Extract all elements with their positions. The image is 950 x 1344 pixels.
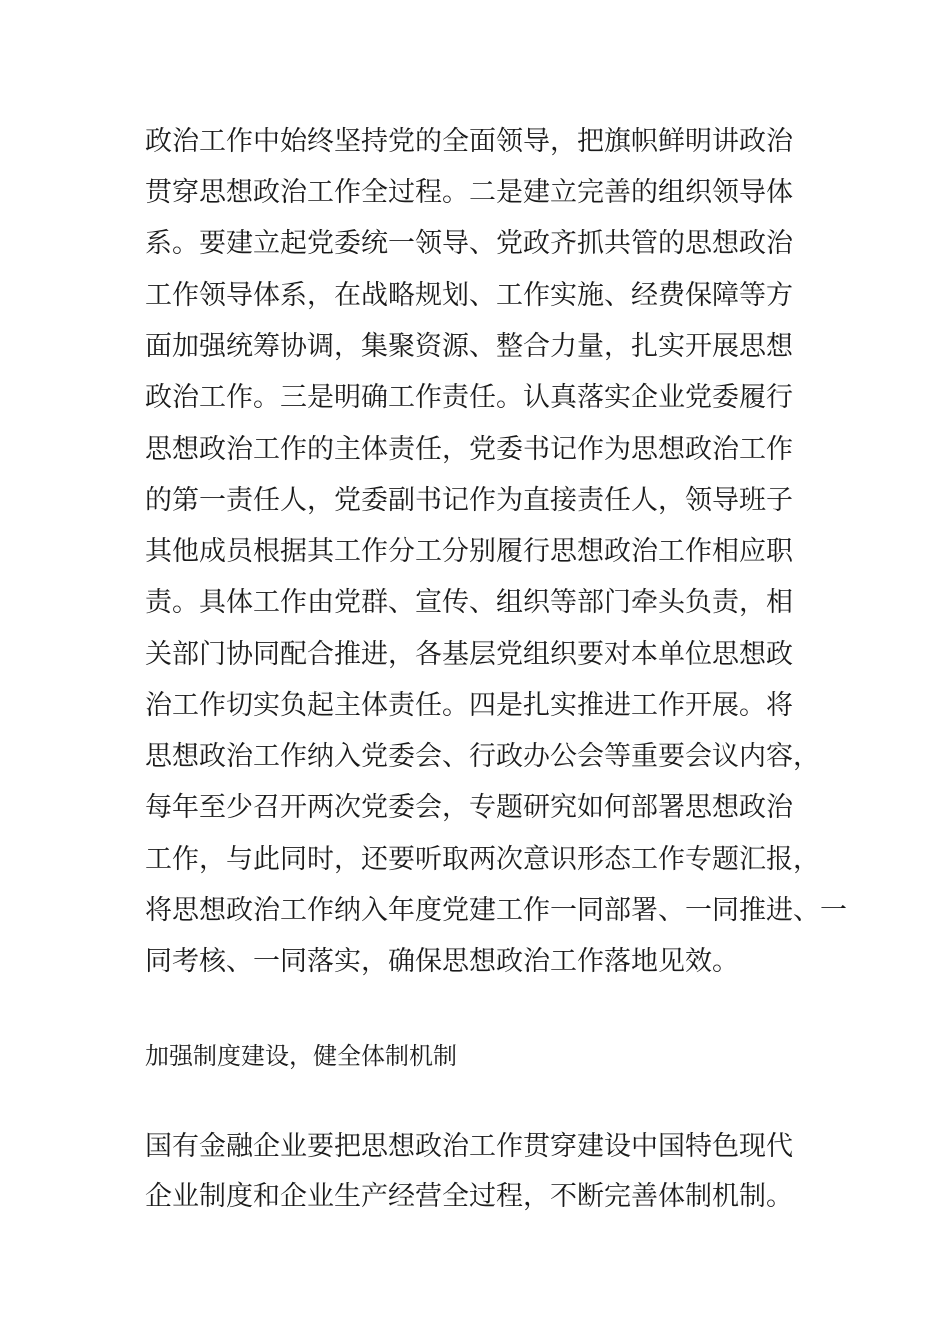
text-line: 贯穿思想政治工作全过程。二是建立完善的组织领导体	[145, 177, 793, 208]
section-heading: 加强制度建设，健全体制机制	[145, 1042, 457, 1070]
text-line: 将思想政治工作纳入年度党建工作一同部署、一同推进、一	[145, 895, 847, 926]
text-line: 政治工作中始终坚持党的全面领导，把旗帜鲜明讲政治	[145, 126, 793, 157]
text-line: 工作领导体系，在战略规划、工作实施、经费保障等方	[145, 280, 793, 311]
text-line: 同考核、一同落实，确保思想政治工作落地见效。	[145, 946, 739, 977]
text-line: 其他成员根据其工作分工分别履行思想政治工作相应职	[145, 536, 793, 567]
text-line: 的第一责任人，党委副书记作为直接责任人，领导班子	[145, 485, 793, 516]
text-line: 企业制度和企业生产经营全过程，不断完善体制机制。	[145, 1181, 793, 1212]
text-line: 政治工作。三是明确工作责任。认真落实企业党委履行	[145, 382, 793, 413]
text-line: 国有金融企业要把思想政治工作贯穿建设中国特色现代	[145, 1131, 793, 1162]
text-line: 面加强统筹协调，集聚资源、整合力量，扎实开展思想	[145, 331, 793, 362]
text-line: 关部门协同配合推进，各基层党组织要对本单位思想政	[145, 639, 793, 670]
text-line: 责。具体工作由党群、宣传、组织等部门牵头负责，相	[145, 587, 793, 618]
text-line: 治工作切实负起主体责任。四是扎实推进工作开展。将	[145, 690, 793, 721]
text-line: 思想政治工作纳入党委会、行政办公会等重要会议内容，	[145, 741, 820, 772]
text-line: 思想政治工作的主体责任，党委书记作为思想政治工作	[145, 434, 793, 465]
text-line: 系。要建立起党委统一领导、党政齐抓共管的思想政治	[145, 228, 793, 259]
text-line: 每年至少召开两次党委会，专题研究如何部署思想政治	[145, 792, 793, 823]
text-line: 工作，与此同时，还要听取两次意识形态工作专题汇报，	[145, 844, 820, 875]
